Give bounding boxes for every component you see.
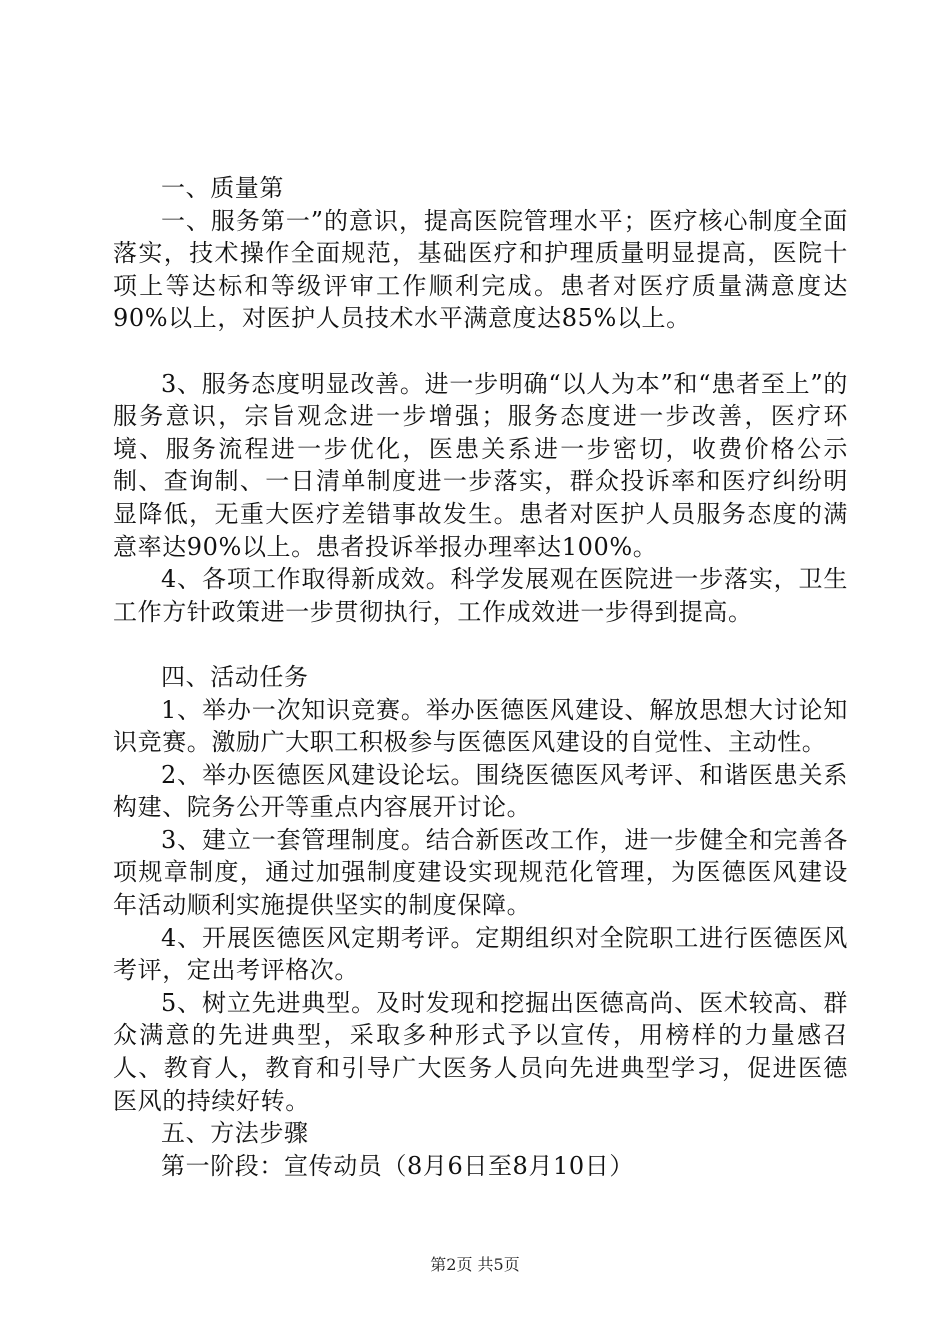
paragraph-task-4: 4、开展医德医风定期考评。定期组织对全院职工进行医德医风考评，定出考评格次。 [113, 923, 848, 985]
section-heading-quality: 一、质量第 [161, 174, 284, 202]
paragraph-stage-1: 第一阶段：宣传动员（8月6日至8月10日） [161, 1151, 634, 1180]
paragraph-task-3: 3、建立一套管理制度。结合新医改工作，进一步健全和完善各项规章制度，通过加强制度建设实现规范化管理，为医德医风建设年活动顺利实施提供坚实的制度保障。 [113, 825, 848, 920]
paragraph-quality-goal: 一、服务第一”的意识，提高医院管理水平；医疗核心制度全面落实，技术操作全面规范，基础医疗和护理质量明显提高，医院十项上等达标和等级评审工作顺利完成。患者对医疗质量满意度达90%以上，对医护人员技术水平满意度达85%以上。 [113, 206, 848, 333]
paragraph-gap [113, 628, 848, 661]
section-heading-tasks: 四、活动任务 [161, 662, 309, 691]
section-heading-methods: 五、方法步骤 [161, 1119, 309, 1148]
paragraph-service-attitude: 3、服务态度明显改善。进一步明确“以人为本”和“患者至上”的服务意识，宗旨观念进一步增强；服务态度进一步改善，医疗环境、服务流程进一步优化，医患关系进一步密切，收费价格公示制、查询制、一日清单制度进一步落实，群众投诉率和医疗纠纷明显降低，无重大医疗差错事故发生。患者对医护人员服务态度的满意率达90%以上。患者投诉举报办理率达100%。 [113, 369, 848, 561]
paragraph-task-5: 5、树立先进典型。及时发现和挖掘出医德高尚、医术较高、群众满意的先进典型，采取多种形式予以宣传，用榜样的力量感召人、教育人，教育和引导广大医务人员向先进典型学习，促进医德医风的持续好转。 [113, 988, 848, 1115]
paragraph-task-2: 2、举办医德医风建设论坛。围绕医德医风考评、和谐医患关系构建、院务公开等重点内容展开讨论。 [113, 760, 848, 822]
page-number-footer: 第2页 共5页 [430, 1255, 520, 1274]
paragraph-gap [113, 335, 848, 368]
paragraph-new-results: 4、各项工作取得新成效。科学发展观在医院进一步落实，卫生工作方针政策进一步贯彻执行，工作成效进一步得到提高。 [113, 565, 848, 626]
document-body [113, 172, 848, 1182]
paragraph-task-1: 1、举办一次知识竞赛。举办医德医风建设、解放思想大讨论知识竞赛。激励广大职工积极参与医德医风建设的自觉性、主动性。 [113, 695, 848, 757]
